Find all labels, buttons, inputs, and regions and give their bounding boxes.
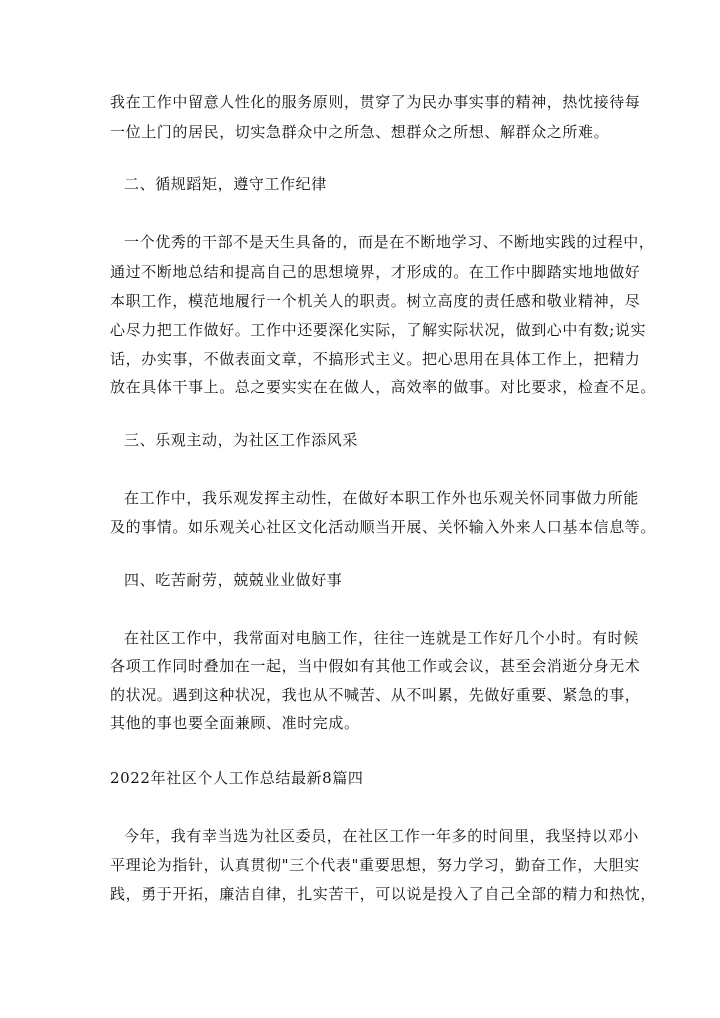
article-title: 2022年社区个人工作总结最新8篇四	[110, 769, 364, 787]
section-heading: 三、乐观主动，为社区工作添风采	[124, 431, 359, 449]
body-line: 在工作中，我乐观发挥主动性，在做好本职工作外也乐观关怀同事做力所能	[124, 489, 639, 507]
body-line: 一个优秀的干部不是天生具备的，而是在不断地学习、不断地实践的过程中，	[124, 233, 655, 251]
body-line: 我在工作中留意人性化的服务原则，贯穿了为民办事实事的精神，热忱接待每	[110, 93, 641, 111]
body-line: 心尽力把工作做好。工作中还要深化实际，了解实际状况，做到心中有数;说实	[110, 321, 647, 339]
body-line: 各项工作同时叠加在一起，当中假如有其他工作或会议，甚至会消逝分身无术	[110, 657, 641, 675]
body-line: 今年，我有幸当选为社区委员，在社区工作一年多的时间里，我坚持以邓小	[124, 827, 639, 845]
body-line: 本职工作，模范地履行一个机关人的职责。树立高度的责任感和敬业精神，尽	[110, 292, 641, 310]
body-line: 其他的事也要全面兼顾、准时完成。	[110, 714, 360, 732]
body-line: 放在具体干事上。总之要实实在在做人，高效率的做事。对比要求，检查不足。	[110, 378, 657, 396]
section-heading: 二、循规蹈矩，遵守工作纪律	[124, 175, 327, 193]
body-line: 通过不断地总结和提高自己的思想境界，才形成的。在工作中脚踏实地地做好	[110, 263, 641, 281]
body-line: 在社区工作中，我常面对电脑工作，往往一连就是工作好几个小时。有时候	[124, 629, 639, 647]
body-line: 及的事情。如乐观关心社区文化活动顺当开展、关怀输入外来人口基本信息等。	[110, 518, 657, 536]
body-line: 一位上门的居民，切实急群众中之所急、想群众之所想、解群众之所难。	[110, 123, 610, 141]
body-line: 话，办实事，不做表面文章，不搞形式主义。把心思用在具体工作上，把精力	[110, 350, 641, 368]
body-line: 平理论为指针，认真贯彻"三个代表"重要思想，努力学习，勤奋工作，大胆实	[110, 856, 640, 874]
body-line: 践，勇于开拓，廉洁自律，扎实苦干，可以说是投入了自己全部的精力和热忱，	[110, 885, 657, 903]
section-heading: 四、吃苦耐劳，兢兢业业做好事	[124, 571, 343, 589]
body-line: 的状况。遇到这种状况，我也从不喊苦、从不叫累，先做好重要、紧急的事，	[110, 686, 641, 704]
